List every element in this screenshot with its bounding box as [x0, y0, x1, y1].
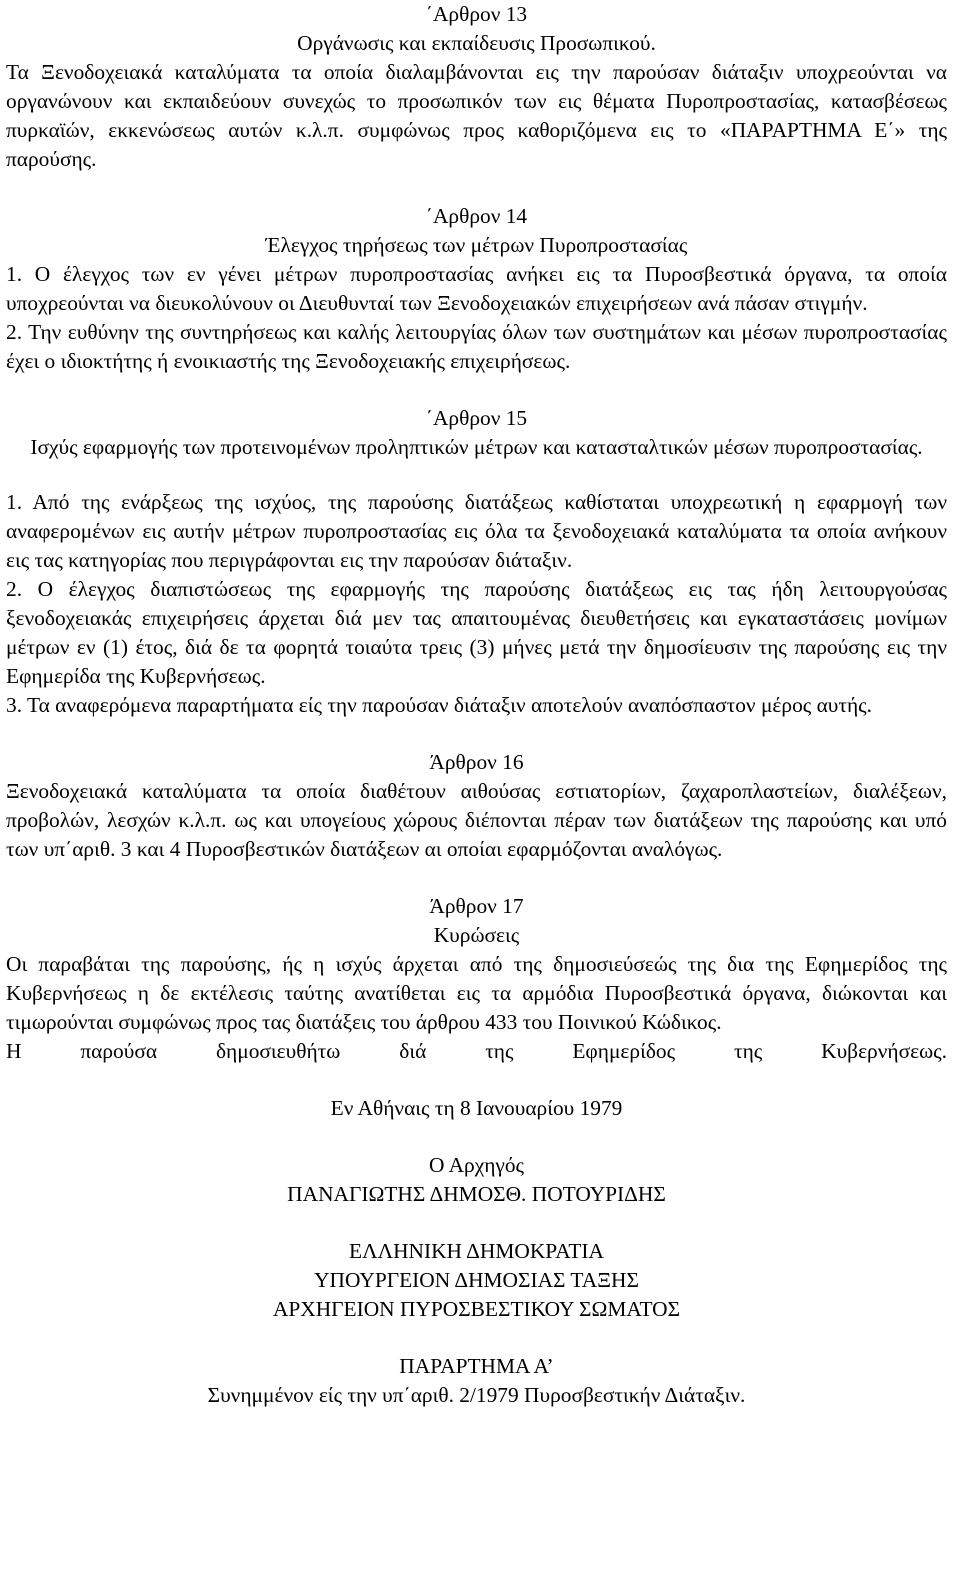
article-17	[6, 892, 947, 1066]
place-date: Εν Αθήναις τη 8 Ιανουαρίου 1979	[330, 1096, 623, 1120]
article-13-paragraph: Τα Ξενοδοχειακά καταλύματα τα οποία διαλαμβάνονται εις την παρούσαν διάταξιν υποχρεούνται να οργανώνουν και εκπαιδεύουν συνεχώς το προσωπικόν των εις θέματα Πυροπροστασίας, κατασβέσεως πυρκαϊών, εκκενώσεως αυτών κ.λ.π. συμφώνως προς καθοριζόμενα εις το «ΠΑΡΑΡΤΗΜΑ Ε΄» της παρούσης.	[6, 60, 947, 171]
signatory-role: Ο Αρχηγός	[428, 1153, 525, 1177]
authority-line-2: ΥΠΟΥΡΓΕΙΟΝ ΔΗΜΟΣΙΑΣ ΤΑΞΗΣ	[314, 1268, 639, 1292]
article-14	[6, 202, 947, 376]
annex-title: ΠΑΡΑΡΤΗΜΑ Α’	[399, 1354, 554, 1378]
article-15-paragraph-3: 3. Τα αναφερόμενα παραρτήματα είς την παρούσαν διάταξιν αποτελούν αναπόσπαστον μέρος αυτής.	[6, 693, 872, 717]
article-14-paragraph-1: 1. Ο έλεγχος των εν γένει μέτρων πυροπροστασίας ανήκει εις τα Πυροσβεστικά όργανα, τα οποία υποχρεούνται να διευκολύνουν οι Διευθυνταί των Ξενοδοχειακών επιχειρήσεων ανά πάσαν στιγμήν.	[6, 262, 947, 315]
article-15-subtitle: Ισχύς εφαρμογής των προτεινομένων προληπτικών μέτρων και κατασταλτικών μέσων πυροπροστασίας.	[30, 435, 923, 459]
article-17-title: Άρθρον 17	[429, 894, 524, 918]
article-16-title: Άρθρον 16	[429, 750, 524, 774]
annex-subtitle: Συνημμένον είς την υπ΄αριθ. 2/1979 Πυροσβεστικήν Διάταξιν.	[207, 1383, 746, 1407]
article-16-paragraph: Ξενοδοχειακά καταλύματα τα οποία διαθέτουν αιθούσας εστιατορίων, ζαχαροπλαστείων, διαλέξεων, προβολών, λεσχών κ.λ.π. ως και υπογείους χώρους διέπονται πέραν των διατάξεων της παρούσης και υπό των υπ΄αριθ. 3 και 4 Πυροσβεστικών διατάξεων αι οποίαι εφαρμόζονται αναλόγως.	[6, 779, 947, 861]
article-13	[6, 0, 947, 174]
spacer	[6, 720, 947, 748]
annex-heading	[6, 1352, 947, 1410]
spacer	[6, 1066, 947, 1094]
article-17-subtitle: Κυρώσεις	[433, 923, 520, 947]
article-15-paragraph-1: 1. Από της ενάρξεως της ισχύος, της παρούσης διατάξεως καθίσταται υποχρεωτική η εφαρμογή των αναφερομένων εις αυτήν μέτρων πυροπροστασίας εις όλα τα ξενοδοχειακά καταλύματα τα οποία ανήκουν εις τας κατηγορίας που περιγράφονται εις την παρούσαν διάταξιν.	[6, 490, 947, 572]
authority-header	[6, 1237, 947, 1324]
authority-line-3: ΑΡΧΗΓΕΙΟΝ ΠΥΡΟΣΒΕΣΤΙΚΟΥ ΣΩΜΑΤΟΣ	[272, 1297, 681, 1321]
article-15-paragraph-2: 2. Ο έλεγχος διαπιστώσεως της εφαρμογής της παρούσης διατάξεως εις τας ήδη λειτουργούσας ξενοδοχειακάς επιχειρήσεις άρχεται διά μεν τας απαιτουμένας διευθετήσεις και εγκαταστάσεις μονίμων μέτρων εν (1) έτος, διά δε τα φορητά τοιαύτα τρεις (3) μήνες μετά την δημοσίευσιν της παρούσης εις την Εφημερίδα της Κυβερνήσεως.	[6, 577, 947, 688]
spacer	[6, 174, 947, 202]
article-13-subtitle: Οργάνωσις και εκπαίδευσις Προσωπικού.	[297, 31, 656, 55]
spacer	[6, 1123, 947, 1151]
spacer	[6, 1209, 947, 1237]
article-15	[6, 404, 947, 720]
article-17-paragraph-1: Οι παραβάται της παρούσης, ής η ισχύς άρχεται από της δημοσιεύσεώς της δια της Εφημερίδος της Κυβερνήσεως η δε εκτέλεσις ταύτης ανατίθεται εις τα αρμόδια Πυροσβεστικά όργανα, διώκονται και τιμωρούνται συμφώνως προς τας διατάξεις του άρθρου 433 του Ποινικού Κώδικος.	[6, 952, 947, 1034]
authority-line-1: ΕΛΛΗΝΙΚΗ ΔΗΜΟΚΡΑΤΙΑ	[349, 1239, 604, 1263]
article-13-title: ΄Αρθρον 13	[425, 2, 528, 26]
spacer	[6, 864, 947, 892]
article-15-title: ΄Αρθρον 15	[425, 406, 528, 430]
spacer	[6, 1324, 947, 1352]
spacer	[6, 462, 947, 488]
article-14-subtitle: Έλεγχος τηρήσεως των μέτρων Πυροπροστασίας	[265, 233, 688, 257]
article-17-paragraph-2: Η παρούσα δημοσιευθήτω διά της Εφημερίδος της Κυβερνήσεως.	[6, 1039, 947, 1063]
signatory-name: ΠΑΝΑΓΙΩΤΗΣ ΔΗΜΟΣΘ. ΠΟΤΟΥΡΙΔΗΣ	[287, 1182, 666, 1206]
article-16	[6, 748, 947, 864]
article-14-paragraph-2: 2. Την ευθύνην της συντηρήσεως και καλής λειτουργίας όλων των συστημάτων και μέσων πυροπροστασίας έχει ο ιδιοκτήτης ή ενοικιαστής της Ξενοδοχειακής επιχειρήσεως.	[6, 320, 947, 373]
spacer	[6, 376, 947, 404]
signature-block	[6, 1094, 947, 1209]
article-14-title: ΄Αρθρον 14	[425, 204, 528, 228]
